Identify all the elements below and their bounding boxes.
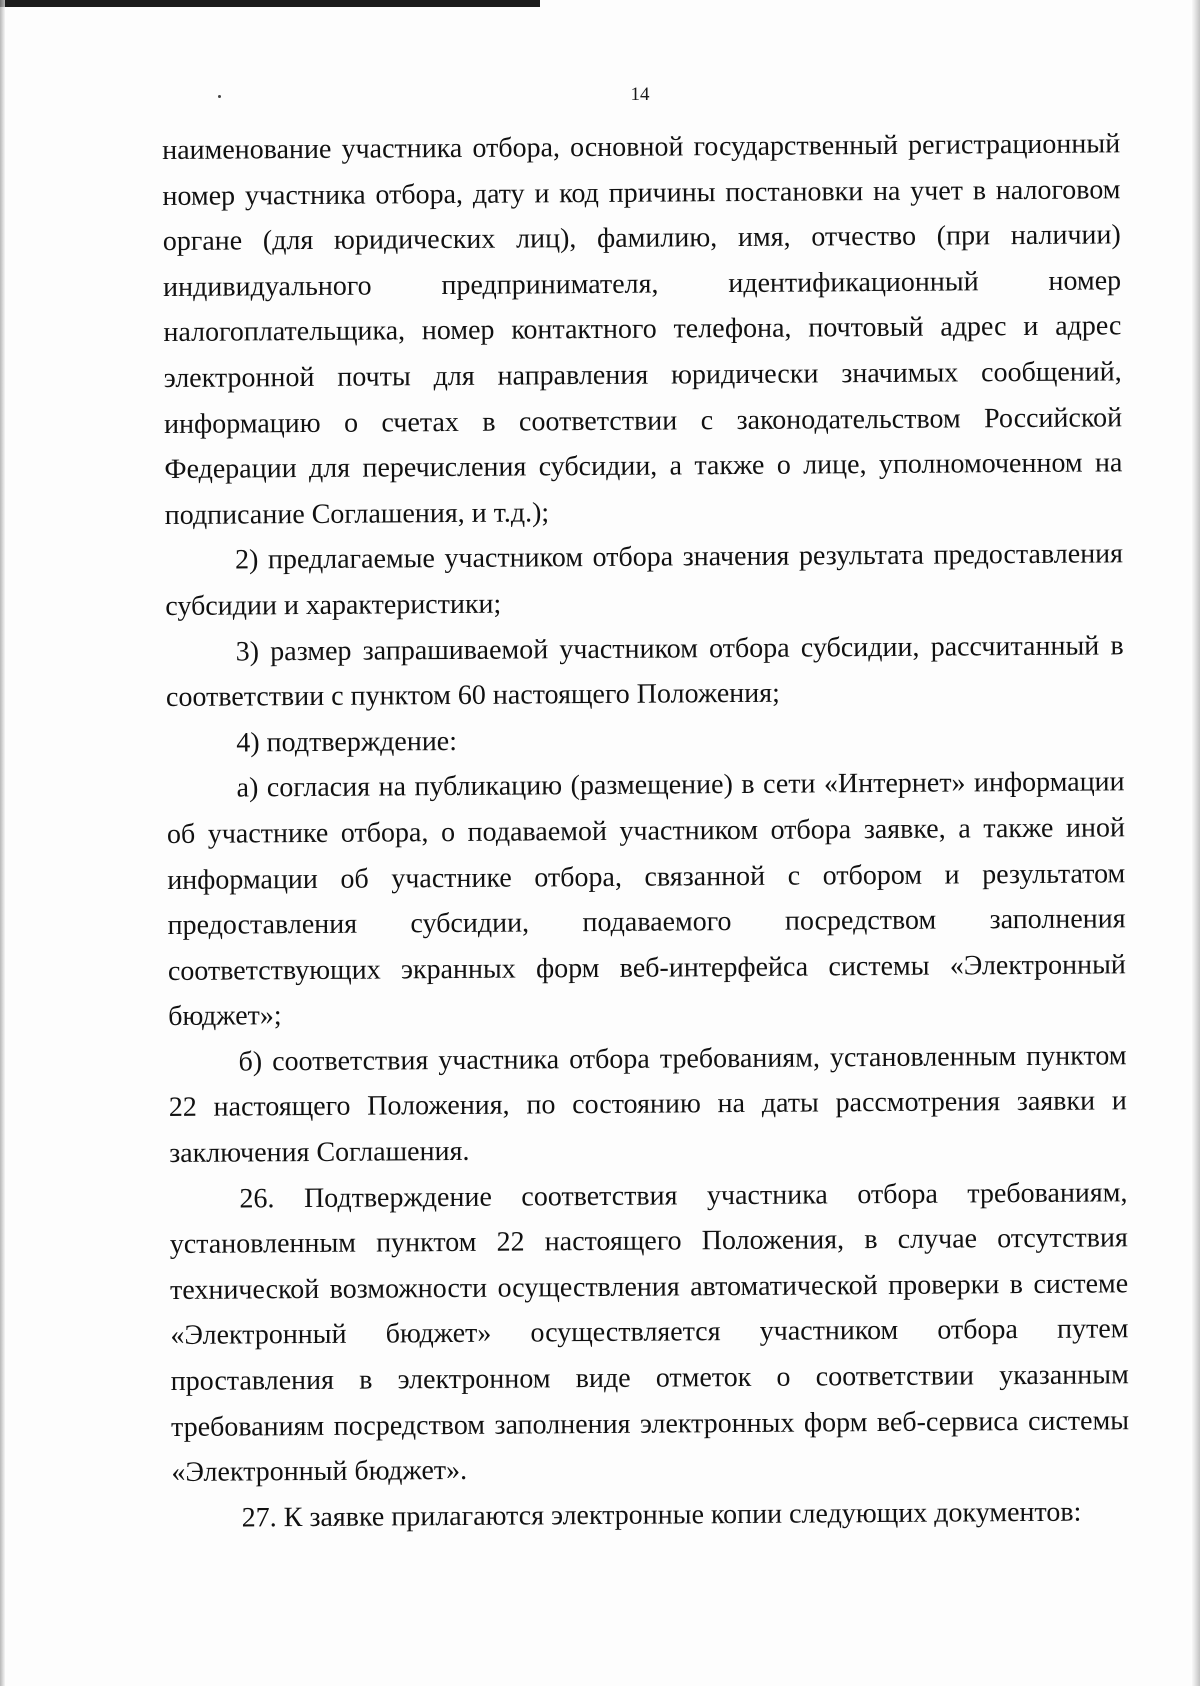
paragraph-item-4b: б) соответствия участника отбора требованиям, установленным пунктом 22 настоящего Положения, по состоянию на даты рассмотрения заявки и заключения Соглашения. [168,1040,1127,1170]
paragraph-clause-26: 26. Подтверждение соответствия участника отбора требованиям, установленным пунктом 22 настоящего Положения, в случае отсутствия технической возможности осуществления автоматической проверки в системе «Электронный бюджет» осуществляется участником отбора путем проставления в электронном виде отметок о соответствии указанным требованиям посредством заполнения электронных форм веб-сервиса системы «Электронный бюджет». [169,1176,1130,1489]
document-body [162,121,1130,1541]
paragraph-item-2: 2) предлагаемые участником отбора значения результата предоставления субсидии и характеристики; [165,538,1124,622]
scan-top-edge [0,0,540,7]
paragraph-clause-27: 27. К заявке прилагаются электронные копии следующих документов: [241,1496,1082,1534]
paragraph-item-3: 3) размер запрашиваемой участником отбора субсидии, рассчитанный в соответствии с пунктом 60 настоящего Положения; [165,629,1124,714]
paragraph-item-4: 4) подтверждение: [236,725,458,759]
scan-speck [218,95,221,98]
scan-left-edge [0,0,5,1686]
paragraph-applicant-details: наименование участника отбора, основной государственный регистрационный номер участника отбора, дату и код причины постановки на учет в налоговом органе (для юридических лиц), фамилию, имя, отчество (при наличии) индивидуального предпринимателя, идентификационный номер налогоплательщика, номер контактного телефона, почтовый адрес и адрес электронной почты для направления юридически значимых сообщений, информацию о счетах в соответствии с законодательством Российской Федерации для перечисления субсидии, а также о лице, уполномоченном на подписание Соглашения, и т.д.); [162,128,1123,531]
page-number: 14 [630,84,650,105]
scan-right-edge [1192,0,1200,1686]
paragraph-item-4a: а) согласия на публикацию (размещение) в сети «Интернет» информации об участнике отбора, о подаваемой участником отбора заявке, а также иной информации об участнике отбора, связанной с отбором и результатом предоставления субсидии, подаваемого посредством заполнения соответствующих экранных форм веб-интерфейса системы «Электронный бюджет»; [166,766,1126,1033]
